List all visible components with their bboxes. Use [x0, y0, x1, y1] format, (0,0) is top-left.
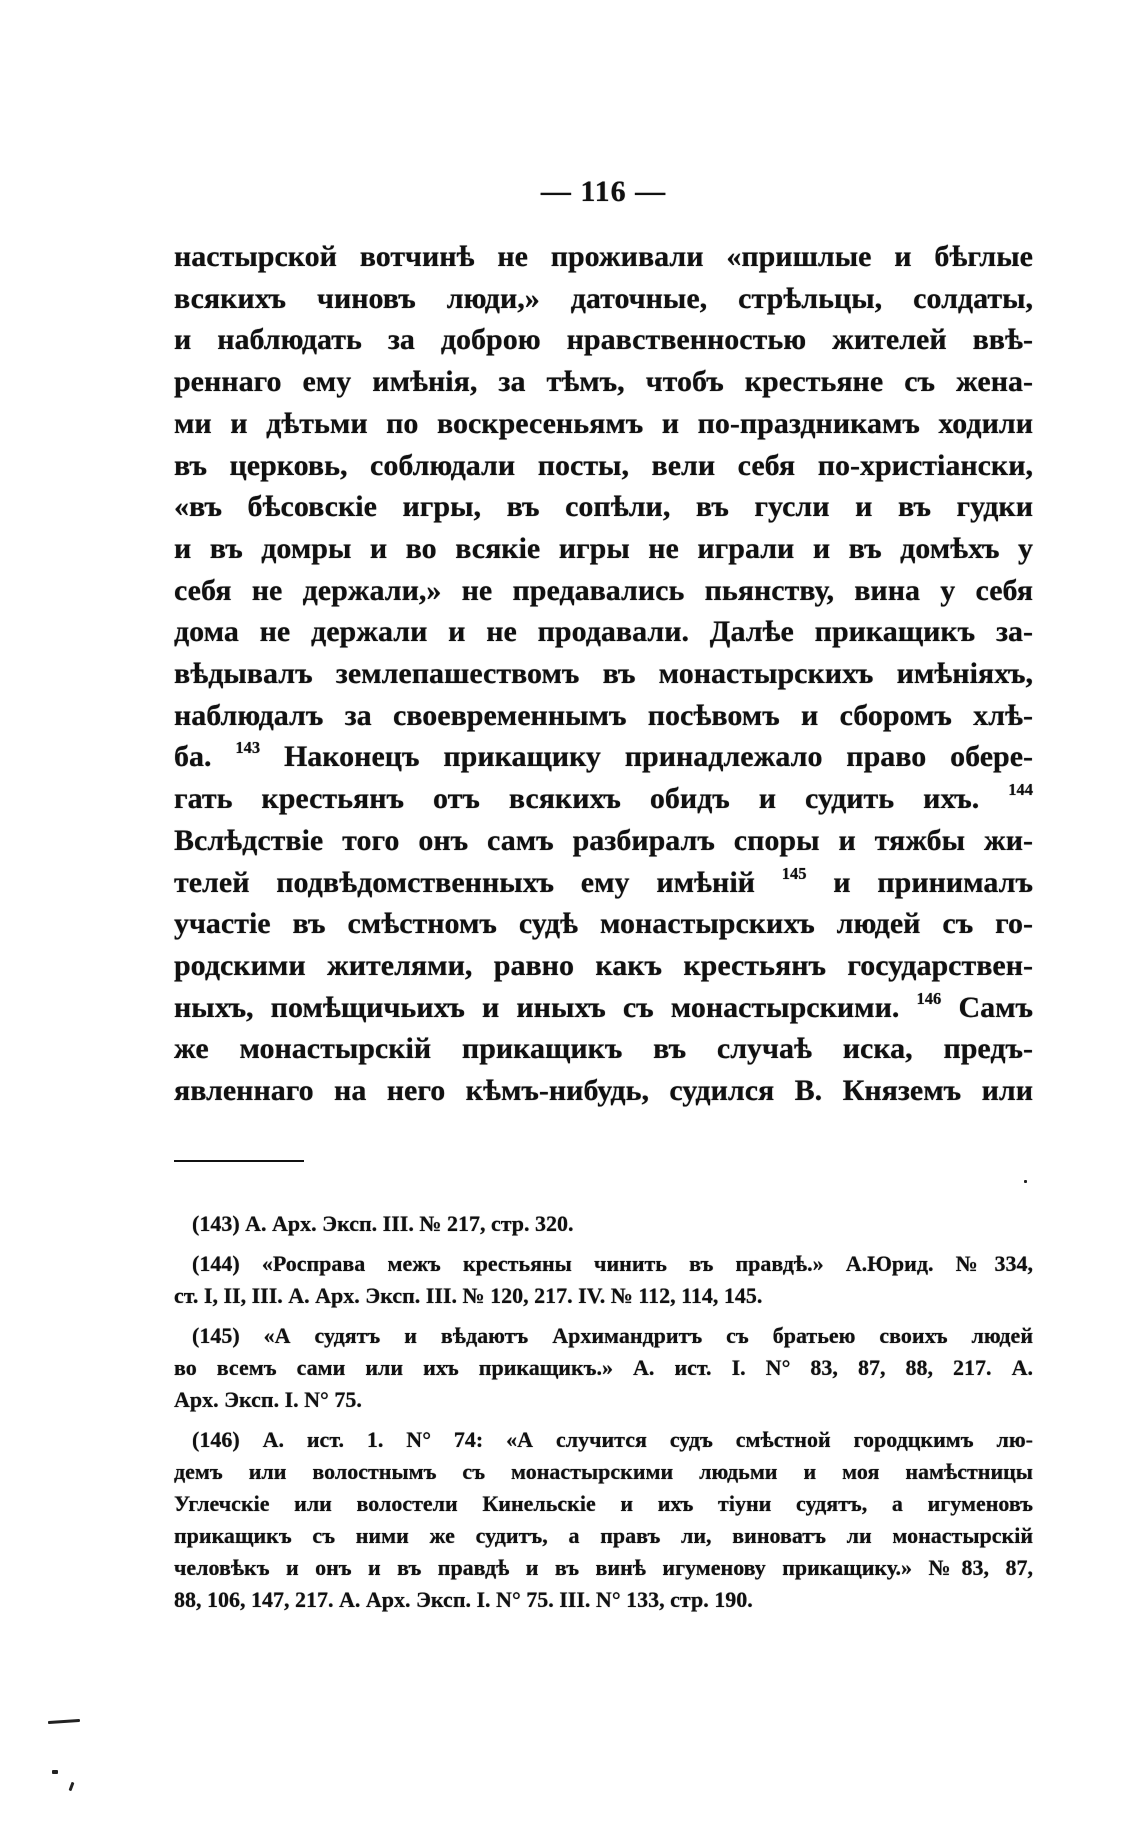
footnotes	[174, 1208, 1033, 1624]
text-line: себя не держали,» не предавались пьянству, вина у себя	[174, 573, 1033, 607]
text-line	[174, 987, 1033, 1029]
footnote-divider	[174, 1160, 304, 1162]
text-line: настырской вотчинѣ не проживали «пришлые и бѣглые	[174, 240, 1033, 273]
footnote-145	[174, 1320, 1033, 1416]
footnote-ref: 144	[1008, 779, 1034, 799]
footnote-line: (145) «А судятъ и вѣдаютъ Архимандритъ съ братьею своихъ людей	[192, 1323, 1033, 1348]
footnote-line: (143) А. Арх. Эксп. III. № 217, стр. 320.	[192, 1211, 574, 1236]
text-line: всякихъ чиновъ люди,» даточные, стрѣльцы, солдаты,	[174, 281, 1033, 315]
scan-speck	[48, 1719, 80, 1724]
text-line: и наблюдать за доброю нравственностью жителей ввѣ-	[174, 323, 1033, 357]
footnote-line: (144) «Росправа межъ крестьяны чинить въ правдѣ.» А.Юрид. №334,	[192, 1251, 1033, 1276]
text-line	[174, 778, 1033, 820]
text-line: участіе въ смѣстномъ судѣ монастырскихъ людей съ го-	[174, 907, 1033, 941]
scan-speck	[69, 1782, 75, 1791]
text-segment: Самъ	[958, 990, 1034, 1024]
footnote-line: Арх. Эксп. I. N° 75.	[174, 1387, 362, 1412]
text-segment: гать крестьянъ отъ всякихъ обидъ и судить ихъ.	[174, 782, 980, 816]
main-text	[174, 236, 1033, 1112]
footnote-143	[174, 1208, 1033, 1240]
footnote-line: человѣкъ и онъ и въ правдѣ и въ винѣ игуменову прикащику.» №83, 87,	[174, 1555, 1033, 1580]
footnote-line: (146) А. ист. 1. N° 74: «А случится судъ смѣстной городцкимъ лю-	[192, 1427, 1033, 1452]
text-segment: ныхъ, помѣщичьихъ и иныхъ съ монастырскими.	[174, 990, 900, 1024]
footnote-line: Углечскіе или волостели Кинельскіе и ихъ тіуни судятъ, а игуменовъ	[174, 1491, 1033, 1516]
text-line	[174, 862, 1033, 904]
text-line: дома не держали и не продавали. Далѣе прикащикъ за-	[174, 615, 1033, 649]
text-line: вѣдывалъ землепашествомъ въ монастырскихъ имѣніяхъ,	[174, 657, 1033, 691]
text-line: въ церковь, соблюдали посты, вели себя по-христіански,	[174, 448, 1033, 482]
text-line: же монастырскій прикащикъ въ случаѣ иска, предъ-	[174, 1032, 1033, 1066]
text-line: и въ домры и во всякіе игры не играли и въ домѣхъ у	[174, 531, 1033, 565]
footnote-ref: 146	[916, 988, 942, 1008]
footnote-line: прикащикъ съ ними же судитъ, а правъ ли, виноватъ ли монастырскій	[174, 1523, 1033, 1548]
footnote-146	[174, 1424, 1033, 1616]
text-segment: и принималъ	[833, 865, 1033, 899]
footnote-ref: 143	[235, 738, 261, 758]
footnote-144	[174, 1248, 1033, 1312]
footnote-line: во всемъ сами или ихъ прикащикъ.» А. ист. I. N° 83, 87, 88, 217. А.	[174, 1355, 1033, 1380]
scan-speck	[52, 1770, 58, 1774]
footnote-line: демъ или волостнымъ съ монастырскими людьми и моя намѣстницы	[174, 1459, 1033, 1484]
scan-speck	[1024, 1180, 1027, 1183]
text-line	[174, 736, 1033, 778]
text-segment: телей подвѣдомственныхъ ему имѣній	[174, 865, 755, 899]
page-number: — 116 —	[540, 175, 667, 208]
text-line: ми и дѣтьми по воскресеньямъ и по-праздникамъ ходили	[174, 406, 1033, 440]
text-segment: Наконецъ прикащику принадлежало право обере-	[283, 740, 1034, 774]
footnote-line: ст. I, II, III. А. Арх. Эксп. III. № 120, 217. IV. № 112, 114, 145.	[174, 1283, 763, 1308]
text-line: родскими жителями, равно какъ крестьянъ государствен-	[174, 948, 1033, 982]
text-line: явленнаго на него кѣмъ-нибудь, судился В. Княземъ или	[174, 1074, 1033, 1108]
text-segment: ба.	[174, 740, 212, 774]
text-line: «въ бѣсовскіе игры, въ сопѣли, въ гусли и въ гудки	[174, 490, 1033, 524]
footnote-line: 88, 106, 147, 217. А. Арх. Эксп. I. N° 75. III. N° 133, стр. 190.	[174, 1587, 753, 1612]
text-line: Вслѣдствіе того онъ самъ разбиралъ споры и тяжбы жи-	[174, 823, 1033, 857]
text-line: наблюдалъ за своевременнымъ посѣвомъ и сборомъ хлѣ-	[174, 698, 1033, 732]
footnote-ref: 145	[781, 863, 807, 883]
text-line: реннаго ему имѣнія, за тѣмъ, чтобъ крестьяне съ жена-	[174, 365, 1033, 399]
